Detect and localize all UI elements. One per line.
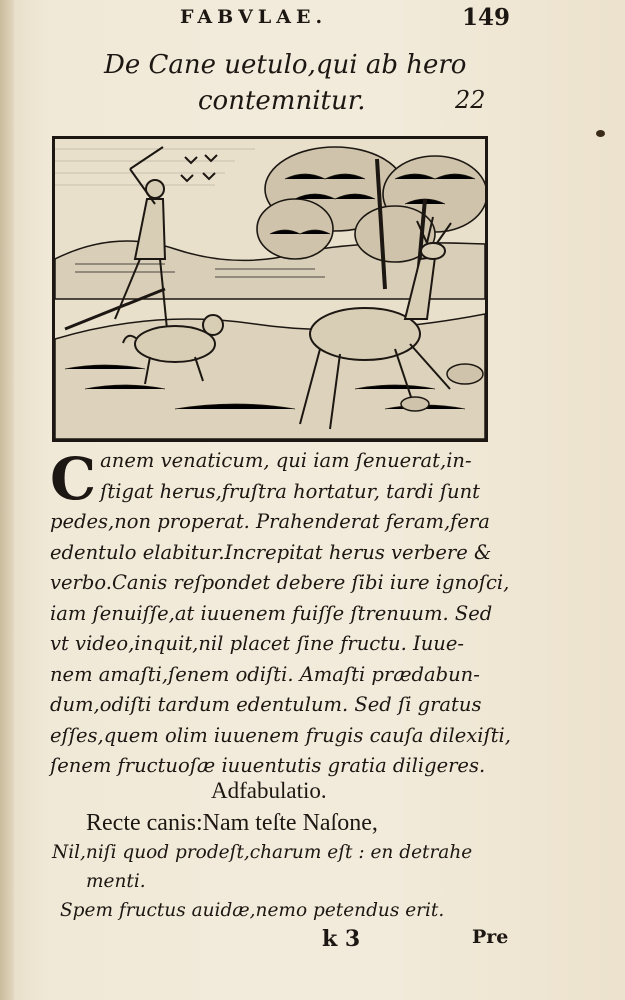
birds [181,155,217,181]
page-gutter [0,0,14,1000]
moral-line-4: Spem fructus auidæ,nemo petendus erit. [60,900,445,921]
body-line: edentulo elabitur.Increpitat herus verbere & [50,540,492,564]
body-line: iam ſenuiſſe,at iuuenem fuiſſe ſtrenuum. Sed [50,601,493,625]
woodcut-illustration [52,136,488,442]
signature-mark: k 3 [322,926,361,952]
fable-number: 22 [455,86,486,114]
adfabulatio-heading: Adfabulatio. [211,778,327,803]
body-line: vt video,inquit,nil placet ſine fructu. Iuue- [50,632,464,655]
body-line: pedes,non properat. Prahenderat feram,fera [50,510,490,533]
body-line: anem venaticum, qui iam ſenuerat,in- [100,449,472,472]
moral-line-2: Nil,niſi quod prodeſt,charum eſt : en detrahe [52,842,473,863]
ink-spot [596,130,605,137]
body-line: eſſes,quem olim iuuenem frugis cauſa dilexiſti, [50,723,511,747]
fable-body [50,446,510,782]
catchword: Pre [472,926,509,948]
running-head: FABVLAE. [180,6,328,28]
page-number: 149 [462,4,511,31]
body-line: verbo.Canis reſpondet debere ſibi iure ignoſci, [50,571,510,594]
body-line: ſenem fructuoſæ iuuentutis gratia diligeres. [50,754,486,777]
woodcut-drawing [55,139,485,439]
fable-title-line-2: contemnitur. [198,86,366,116]
body-line: ſtigat herus,fruſtra hortatur, tardi ſunt [100,479,481,503]
body-line: dum,odiſti tardum edentulum. Sed ſi gratus [50,693,482,716]
drop-cap: C [50,445,97,513]
moral-line-1: Recte canis:Nam teſte Naſone, [86,810,378,836]
body-line: nem amaſti,ſenem odiſti. Amaſti prædabun- [50,662,480,686]
hunter-figure [115,147,167,329]
fable-title-line-1: De Cane uetulo,qui ab hero [104,50,467,80]
moral-line-3: menti. [86,871,146,892]
